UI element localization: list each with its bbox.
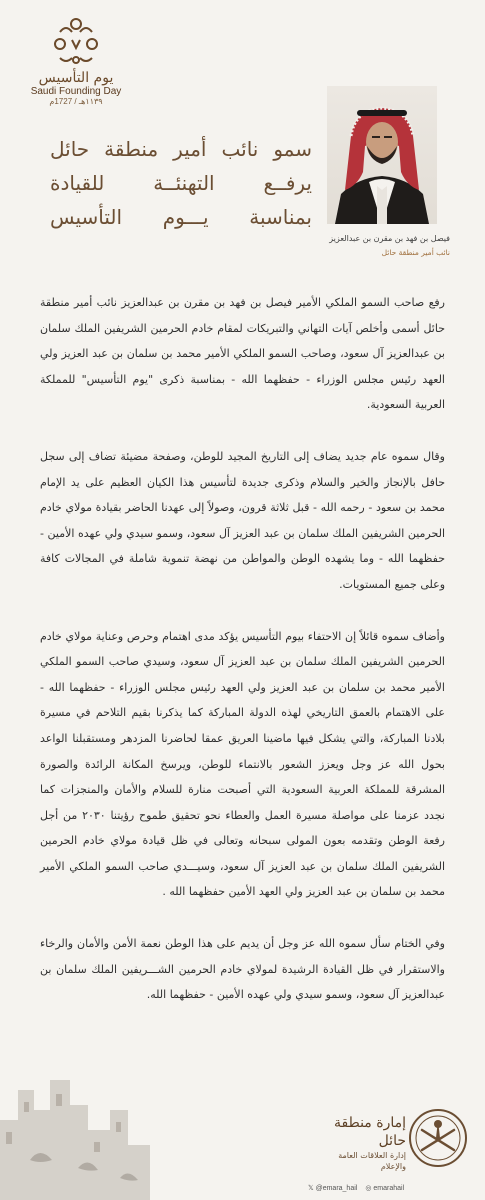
instagram-handle[interactable]: ◎ emarahail bbox=[365, 1185, 405, 1192]
founding-day-year: ١١٣٩هـ / 1727م bbox=[49, 97, 103, 106]
headline bbox=[50, 132, 312, 234]
social-handles bbox=[308, 1184, 428, 1192]
paragraph-1: رفع صاحب السمو الملكي الأمير فيصل بن فهد بن مقرن بن عبدالعزيز نائب أمير منطقة حائل أسمى وأخلص آيات التهاني والتبريكات لمقام خادم الحرمين الشريفين الملك سلمان بن عبدالعزيز آل سعود، وصاحب السمو الملكي الأمير محمد بن سلمان بن عبد العزيز ولي العهد رئيس مجلس الوزراء - حفظهما الله - بمناسبة ذكرى "يوم التأسيس" للمملكة العربية السعودية. bbox=[40, 296, 445, 412]
founding-day-english-name: Saudi Founding Day bbox=[30, 86, 122, 97]
caption-name: فيصل بن فهد بن مقرن بن عبدالعزيز bbox=[329, 234, 450, 243]
portrait-caption bbox=[300, 234, 450, 257]
heritage-ruins-decoration bbox=[0, 1050, 200, 1200]
portrait-figure bbox=[327, 86, 437, 224]
paragraph-4: وفي الختام سأل سموه الله عز وجل أن يديم على هذا الوطن نعمة الأمن والأمان والرخاء والاستقرار في ظل القيادة الرشيدة لمولاي خادم الحرمين الشـــريفين الملك سلمان بن عبدالعزيز آل سعود، وسمو سيدي ولي عهده الأمين - حفظهما الله. bbox=[40, 937, 445, 1002]
founding-day-logo bbox=[26, 14, 126, 114]
headline-line-3: بمناسبة يـــوم التأسيس bbox=[50, 205, 312, 229]
founding-day-arabic-name: يوم التأسيس bbox=[38, 70, 114, 86]
caption-title: نائب أمير منطقة حائل bbox=[381, 248, 450, 257]
emirate-name-line-2: إدارة العلاقات العامة والإعلام bbox=[338, 1151, 406, 1171]
twitter-handle[interactable]: 𝕏 @emara_hail bbox=[308, 1185, 358, 1192]
emirate-name bbox=[316, 1114, 406, 1172]
headline-line-1: سمو نائب أمير منطقة حائل bbox=[50, 137, 312, 161]
paragraph-2: وقال سموه عام جديد يضاف إلى التاريخ المجيد للوطن، وصفحة مضيئة تضاف إلى سجل حافل بالإنجاز والخير والسلام وذكرى جديدة لتأسيس هذا الكيان العظيم على يد الإمام محمد بن سعود - رحمه الله - قبل ثلاثة قرون، وصولاً إلى عهدنا الحاضر بقيادة مولاي خادم الحرمين الشريفين الملك سلمان بن عبد العزيز آل سعود، وسمو سيدي ولي عهده الأمين - حفظهما الله - وما يشهده الوطن والمواطن من نهضة تنموية شاملة في المجالات كافة وعلى جميع المستويات. bbox=[40, 449, 445, 591]
twitter-icon: 𝕏 bbox=[308, 1185, 314, 1192]
portrait-photo bbox=[327, 86, 437, 224]
headline-line-2: يرفــع التهنئــة للقيادة bbox=[50, 171, 312, 195]
emirate-name-line-1: إمارة منطقة حائل bbox=[334, 1115, 406, 1149]
paragraph-3: وأضاف سموه قائلاً إن الاحتفاء بيوم التأسيس يؤكد مدى اهتمام وحرص وعناية مولاي خادم الحرمين الشريفين الملك سلمان بن عبد العزيز آل سعود، وسيدي صاحب السمو الملكي الأمير محمد بن سلمان بن عبد العزيز ولي العهد رئيس مجلس الوزراء - حفظهما الله - على الاهتمام بالعمق التاريخي لهذه الدولة المباركة كما يذكرنا بقيم التلاحم في مسيرة بلادنا المباركة، والتي يشكل فيها ماضينا العريق عمقا لحاضرنا المزدهر ومستقبلنا الواعد بحول الله عز وجل ويعزز الشعور بالانتماء للوطن، ويرسخ المكانة الرائدة والصورة المشرقة للمملكة العربية السعودية التي أصبحت منارة للسلام والأمان والمنجزات كما نجدد عزمنا على مواصلة مسيرة العمل والعطاء نحو تحقيق طموح رؤيتنا ٢٠٣٠ من أجل رفعة الوطن وتقدمه بعون المولى سبحانه وتعالى في ظل قيادة مولاي خادم الحرمين الشريفين الملك سلمان بن عبد العزيز آل سعود، وسيـــدي صاحب السمو الملكي الأمير محمد بن سلمان بن عبد العزيز ولي العهد الأمين حفظهما الله . bbox=[40, 629, 445, 899]
emirate-logo bbox=[308, 1108, 468, 1178]
saudi-emblem-icon bbox=[408, 1108, 468, 1168]
instagram-icon: ◎ bbox=[365, 1185, 372, 1192]
founding-day-emblem-icon bbox=[46, 14, 106, 68]
article-body bbox=[40, 290, 445, 1034]
